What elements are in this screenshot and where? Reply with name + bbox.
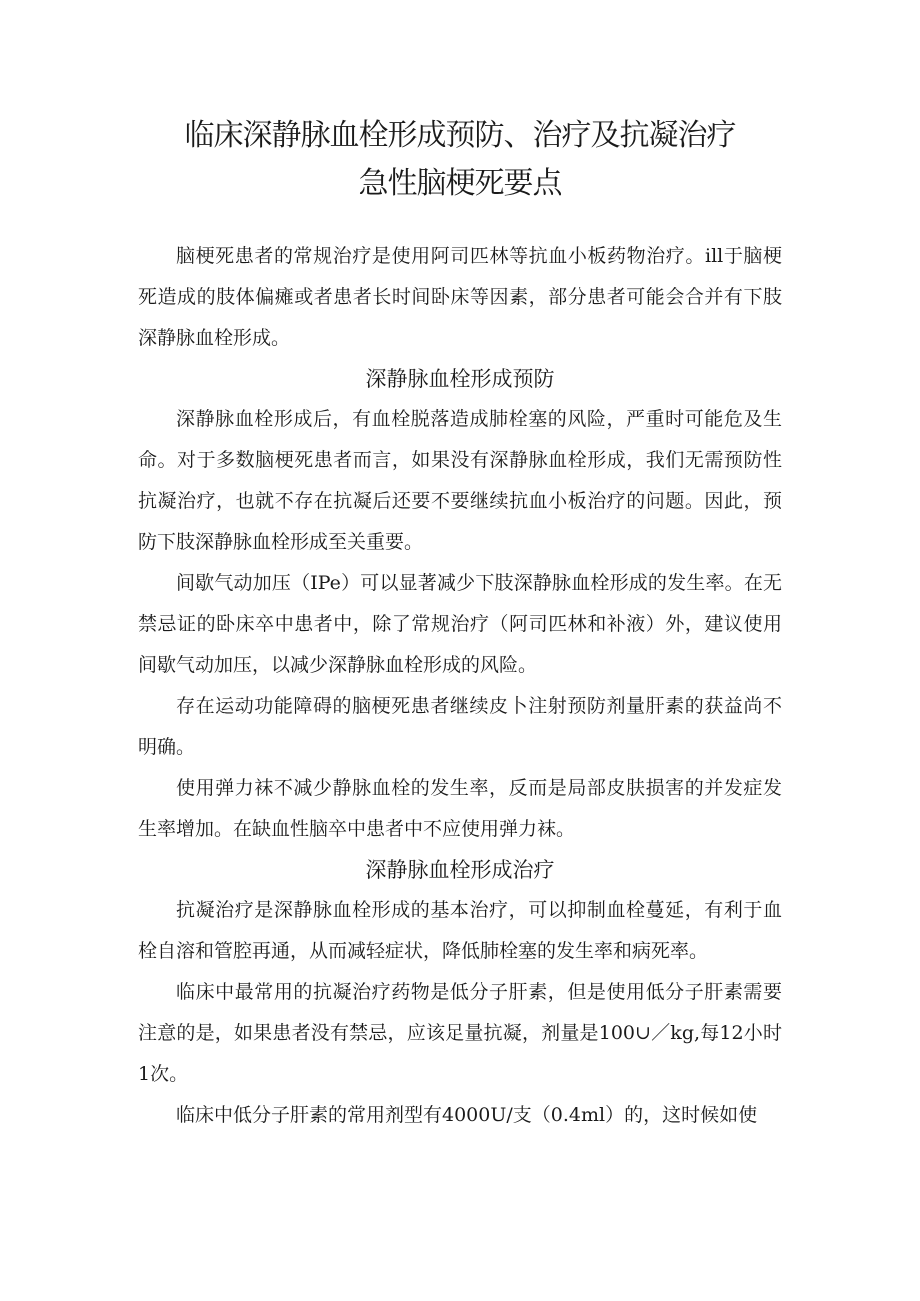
section-heading-treatment: 深静脉血栓形成治疗 xyxy=(365,858,555,882)
prevention-paragraph-3: 存在运动功能障碍的脑梗死患者继续皮卜注射预防剂量肝素的获益尚不明确。 xyxy=(138,695,782,758)
prevention-paragraph-1: 深静脉血栓形成后，有血栓脱落造成肺栓塞的风险，严重时可能危及生命。对于多数脑梗死患者而言，如果没有深静脉血栓形成，我们无需预防性抗凝治疗，也就不存在抗凝后还要不要继续抗血小板治疗的问题。因此，预防下肢深静脉血栓形成至关重要。 xyxy=(138,408,782,553)
title-line-2: 急性脑梗死要点 xyxy=(358,166,562,201)
prevention-paragraph-2: 间歇气动加压（IPe）可以显著减少下肢深静脉血栓形成的发生率。在无禁忌证的卧床卒中患者中，除了常规治疗（阿司匹林和补液）外，建议使用间歇气动加压，以减少深静脉血栓形成的风险。 xyxy=(138,572,782,676)
title-line-1: 临床深静脉血栓形成预防、治疗及抗凝治疗 xyxy=(184,118,736,153)
treatment-paragraph-2: 临床中最常用的抗凝治疗药物是低分子肝素，但是使用低分子肝素需要注意的是，如果患者没有禁忌，应该足量抗凝，剂量是100∪／kg,每12小时1次。 xyxy=(138,981,782,1085)
document-title xyxy=(138,112,782,208)
treatment-paragraph-1: 抗凝治疗是深静脉血栓形成的基本治疗，可以抑制血栓蔓延，有利于血栓自溶和管腔再通，从而减轻症状，降低肺栓塞的发生率和病死率。 xyxy=(138,899,782,962)
treatment-paragraph-3: 临床中低分子肝素的常用剂型有4000U/支（0.4ml）的，这时候如使 xyxy=(176,1104,758,1126)
prevention-paragraph-4: 使用弹力袜不减少静脉血栓的发生率，反而是局部皮肤损害的并发症发生率增加。在缺血性脑卒中患者中不应使用弹力袜。 xyxy=(138,777,782,840)
section-heading-prevention: 深静脉血栓形成预防 xyxy=(365,367,555,391)
intro-paragraph: 脑梗死患者的常规治疗是使用阿司匹林等抗血小板药物治疗。ill于脑梗死造成的肢体偏瘫或者患者长时间卧床等因素，部分患者可能会合并有下肢深静脉血栓形成。 xyxy=(138,245,782,349)
